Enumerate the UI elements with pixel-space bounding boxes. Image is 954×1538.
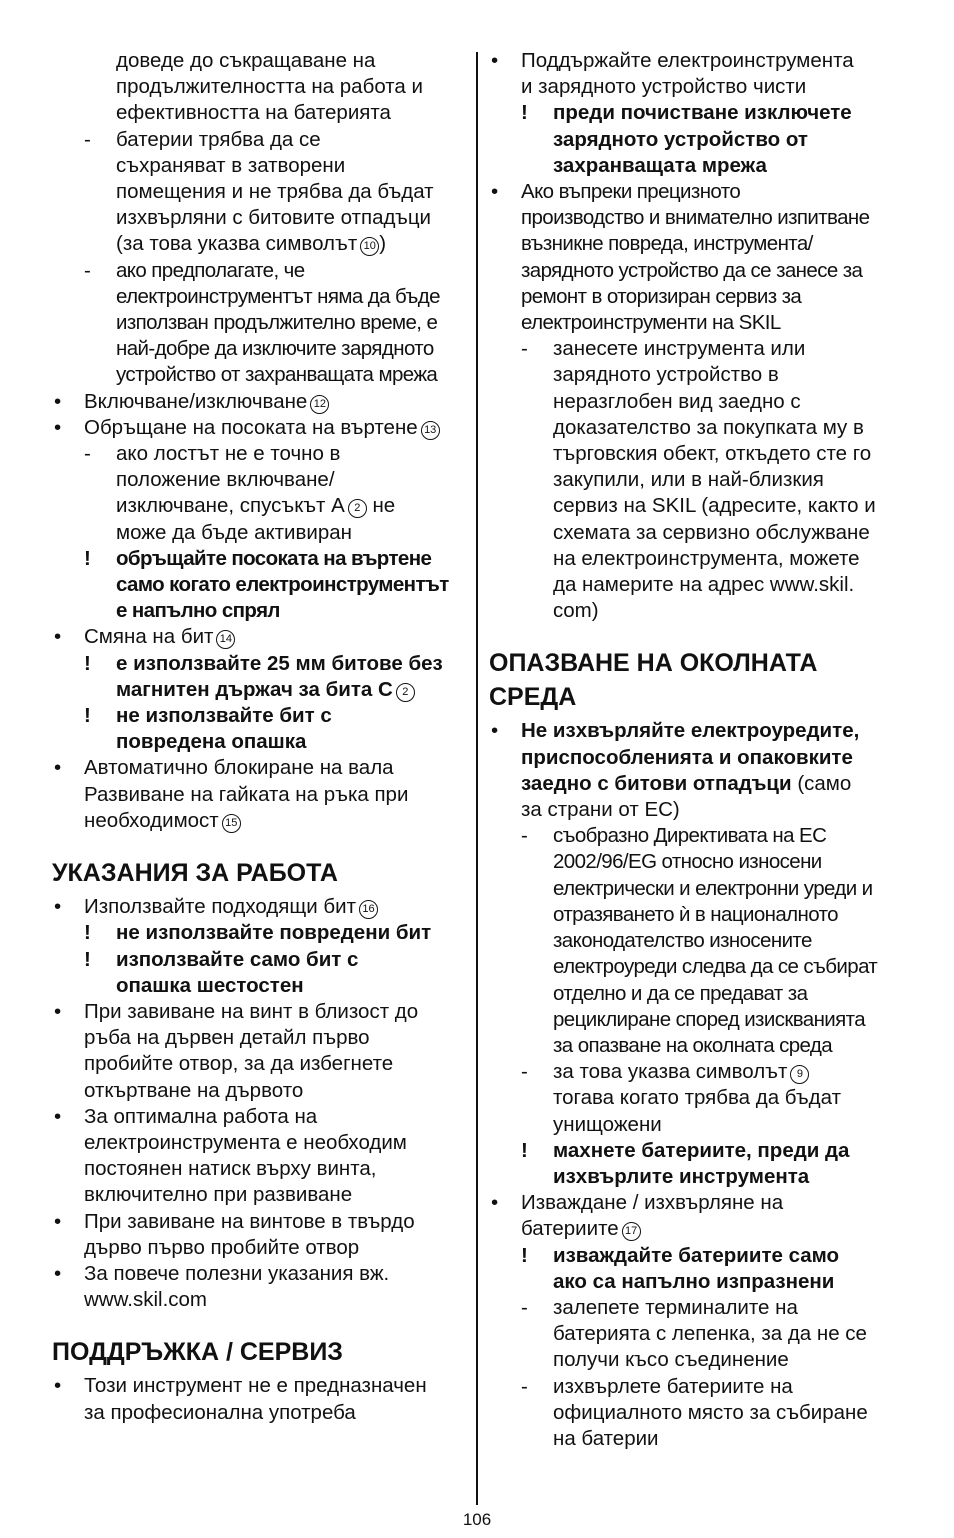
warning-item: ! не използвайте повредени бит xyxy=(52,920,468,946)
list-item: - занесете инструмента или зарядното устройство в неразглобен вид заедно с доказателство за покупката му в търговския обект, откъдето сте го закупили, или в най-близкия сервиз на SKIL (адресите, както и схемата за сервизно обслужване на електроинструмента, можете да намерите на адрес www.skil. com) xyxy=(521,337,876,623)
dash-marker: - xyxy=(521,1374,528,1398)
column-divider xyxy=(476,52,478,1505)
list-item: • За повече полезни указания вж. www.skil.com xyxy=(54,1261,390,1312)
reference-number: 14 xyxy=(216,630,235,649)
list-item: - батерии трябва да се съхраняват в затворени помещения и не трябва да бъдат изхвърляни с битовите отпадъци (за това указва символът 10 ) xyxy=(84,127,434,256)
bullet-marker: • xyxy=(54,895,62,919)
bullet-marker: • xyxy=(54,1209,62,1233)
dash-marker: - xyxy=(521,1295,528,1319)
list-item: • Поддържайте електроинструмента и зарядното устройство чисти xyxy=(491,49,854,99)
bullet-marker: • xyxy=(54,999,62,1023)
warning-item: ! преди почистване изключете зарядното устройство от захранващата мрежа xyxy=(521,101,852,177)
warning-marker: ! xyxy=(521,1138,528,1162)
dash-marker: - xyxy=(84,442,91,466)
list-item: • Този инструмент не е предназначен за професионална употреба xyxy=(54,1374,427,1424)
dash-marker: - xyxy=(84,258,91,282)
list-item: - съобразно Директивата на ЕС 2002/96/EG относно износени електрически и електронни уреди и отразяването ѝ в националното законодателство износените електроуреди следва да се събират отделно и да се предават за рециклиране според изискванията за опазване на околната среда xyxy=(521,824,878,1057)
warning-item: ! използвайте само бит с опашка шестостен xyxy=(84,947,359,997)
warning-item: ! обръщайте посоката на въртене само когато електроинструментът е напълно спрял xyxy=(84,546,449,623)
list-item: • Включване/изключване 12 xyxy=(52,389,468,415)
warning-item: ! махнете батериите, преди да изхвърлите инструмента xyxy=(521,1138,850,1188)
list-item: • Смяна на бит 14 xyxy=(52,624,468,650)
list-item: • Ако въпреки прецизното производство и внимателно изпитване възникне повреда, инструмента/ зарядното устройство да се занесе за ремонт в оторизиран сервиз за електроинструменти на SKIL xyxy=(491,180,870,335)
bullet-marker: • xyxy=(491,49,499,72)
warning-marker: ! xyxy=(84,651,91,675)
left-column xyxy=(52,48,468,1426)
warning-marker: ! xyxy=(84,921,91,945)
list-item: • Автоматично блокиране на вала Развиване на гайката на ръка при необходимост 15 xyxy=(54,756,409,832)
bullet-marker: • xyxy=(54,389,62,413)
list-item: • При завиване на винтове в твърдо дърво първо пробийте отвор xyxy=(54,1209,415,1259)
list-item: • За оптимална работа на електроинструмента е необходим постоянен натиск върху винта, включително при развиване xyxy=(54,1104,407,1207)
bullet-marker: • xyxy=(54,1261,62,1285)
warning-marker: ! xyxy=(84,704,91,728)
page-number: 106 xyxy=(462,1510,492,1529)
warning-marker: ! xyxy=(521,101,528,125)
reference-number: 17 xyxy=(622,1222,641,1241)
list-item: • Обръщане на посоката на въртене 13 xyxy=(52,415,468,441)
section-heading: ПОДДРЪЖКА / СЕРВИЗ xyxy=(52,1338,343,1367)
list-item: • Използвайте подходящи бит 16 xyxy=(52,894,468,920)
dash-marker: - xyxy=(84,127,91,151)
reference-number: 16 xyxy=(359,900,378,919)
bullet-marker: • xyxy=(54,1374,62,1398)
reference-number: 2 xyxy=(396,683,415,702)
bullet-marker: • xyxy=(54,1104,62,1128)
bullet-marker: • xyxy=(54,415,62,439)
dash-marker: - xyxy=(521,1060,528,1084)
reference-number: 13 xyxy=(421,421,440,440)
warning-marker: ! xyxy=(521,1243,528,1267)
bullet-marker: • xyxy=(491,180,498,204)
list-item: - за това указва символът 9 тогава когато трябва да бъдат унищожени xyxy=(521,1060,841,1136)
section-heading: ОПАЗВАНЕ НА ОКОЛНАТА СРЕДА xyxy=(489,649,818,712)
reference-number: 9 xyxy=(790,1065,809,1084)
reference-number: 12 xyxy=(310,395,329,414)
dash-marker: - xyxy=(521,824,528,848)
warning-item: ! е използвайте 25 мм битове без магнитен държач за бита С 2 xyxy=(84,651,443,701)
list-item: - залепете терминалите на батерията с лепенка, за да не се получи късо съединение xyxy=(521,1295,867,1372)
bullet-marker: • xyxy=(491,1191,499,1215)
bullet-marker: • xyxy=(54,625,62,649)
list-item: доведе до съкращаване на продължителността на работа и ефективността на батерията xyxy=(116,49,423,125)
reference-number: 10 xyxy=(360,237,379,256)
dash-marker: - xyxy=(521,337,528,361)
list-item: • Изваждане / изхвърляне на батериите 17 xyxy=(491,1191,784,1241)
warning-marker: ! xyxy=(84,546,91,570)
warning-item: ! не използвайте бит с повредена опашка xyxy=(84,704,332,754)
right-column xyxy=(489,48,907,1452)
warning-marker: ! xyxy=(84,947,91,971)
list-item: - изхвърлете батериите на официалното място за събиране на батерии xyxy=(521,1374,868,1450)
reference-number: 15 xyxy=(222,814,241,833)
bullet-marker: • xyxy=(491,719,499,743)
reference-number: 2 xyxy=(348,499,367,518)
section-heading: УКАЗАНИЯ ЗА РАБОТА xyxy=(52,859,338,888)
warning-item: ! изваждайте батериите само ако са напълно изпразнени xyxy=(521,1243,840,1293)
list-item: - ако предполагате, че електроинструментът няма да бъде използван продължително време, е най-добре да изключите зарядното устройство от захранващата мрежа xyxy=(84,258,440,387)
list-item: - ако лостът не е точно в положение включване/ изключване, спусъкът А 2 не може да бъде активиран xyxy=(84,442,396,544)
bullet-marker: • xyxy=(54,756,62,780)
list-item: • При завиване на винт в близост до ръба на дървен детайл първо пробийте отвор, за да избегнете откъртване на дървото xyxy=(54,999,419,1102)
list-item: • Не изхвърляйте електроуредите, приспособленията и опаковките заедно с битови отпадъци (само за страни от ЕС) xyxy=(491,719,860,822)
